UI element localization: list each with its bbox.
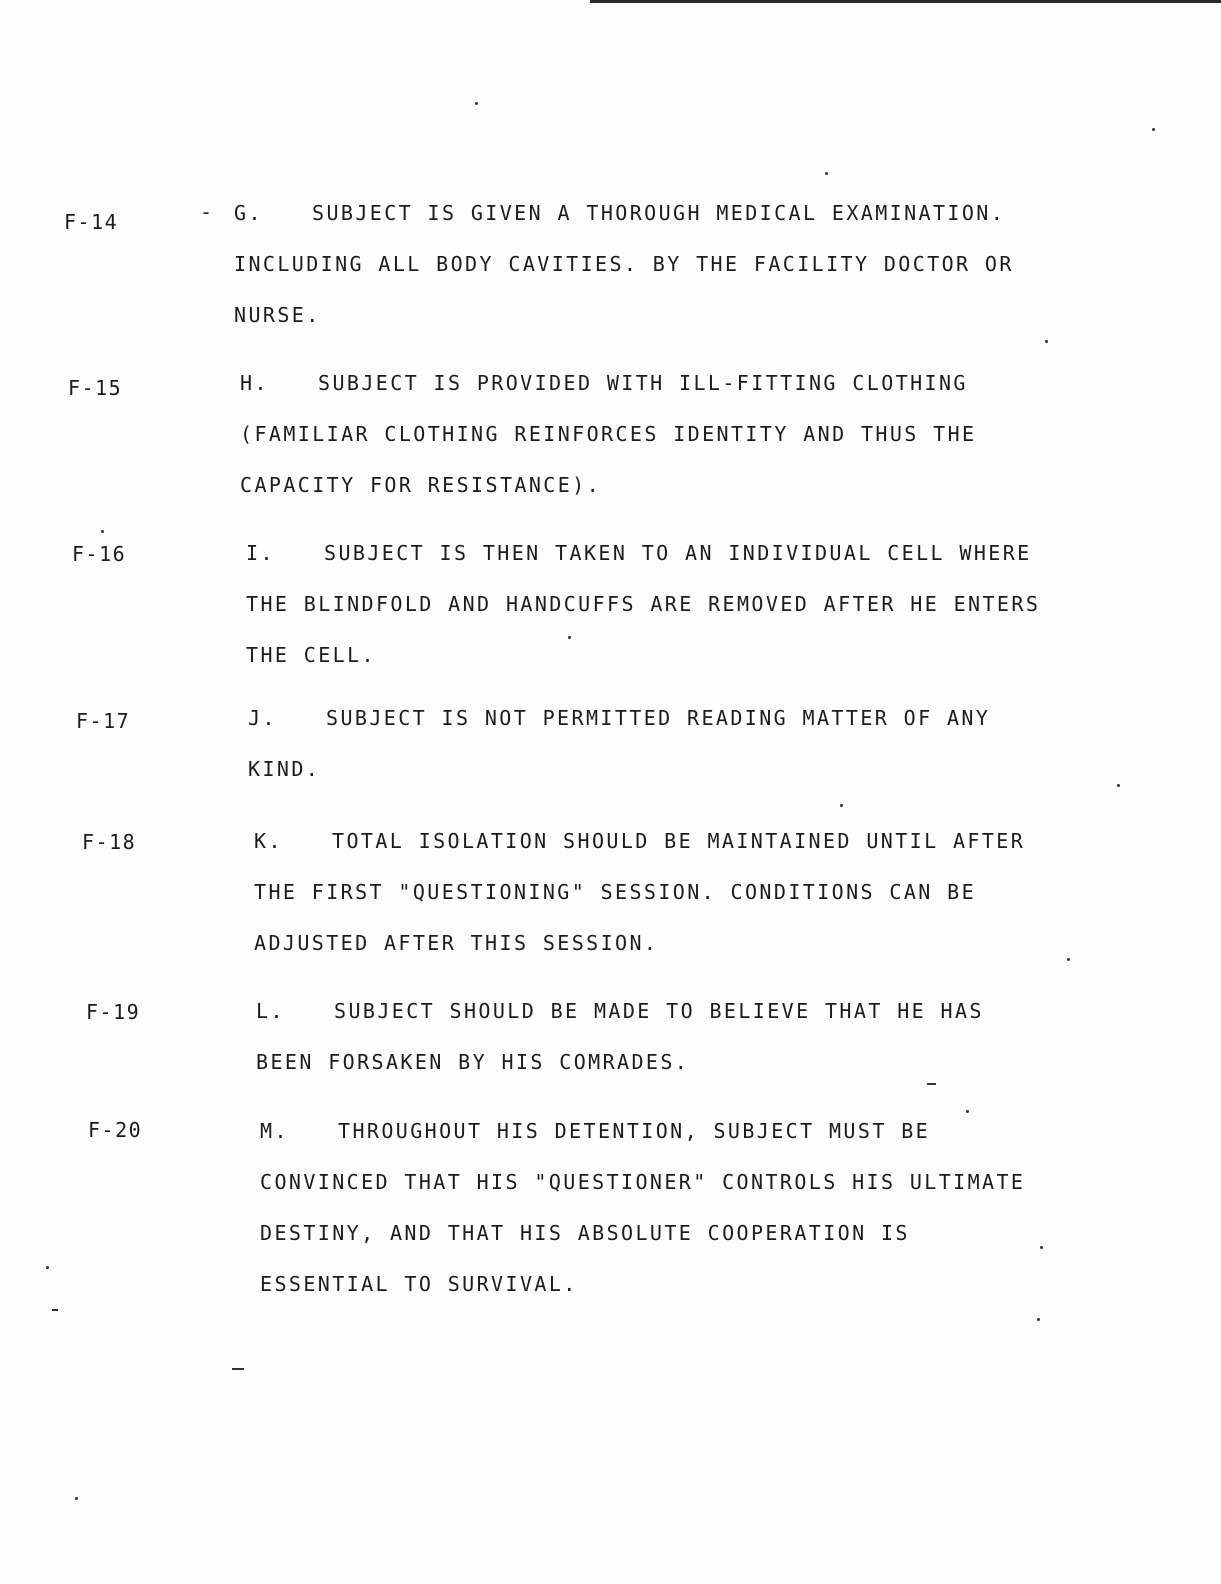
entry-code: F-16 — [72, 542, 127, 566]
scan-speck — [966, 1110, 969, 1113]
entry-code: F-15 — [68, 376, 123, 400]
scan-speck — [1037, 1318, 1040, 1321]
scan-speck — [475, 102, 478, 105]
entry-letter: M. — [260, 1119, 289, 1143]
entry-text: THROUGHOUT HIS DETENTION, SUBJECT MUST BE CONVINCED THAT HIS "QUESTIONER" CONTROLS HIS ULTIMATE DESTINY, AND THAT HIS ABSOLUTE COOPERATION IS ESSENTIAL TO SURVIVAL. — [260, 1119, 1026, 1296]
margin-dash: - — [200, 200, 213, 224]
entry-text: SUBJECT IS THEN TAKEN TO AN INDIVIDUAL CELL WHERE THE BLINDFOLD AND HANDCUFFS ARE REMOVED AFTER HE ENTERS THE CELL. — [246, 541, 1041, 667]
entry-code: F-20 — [88, 1118, 143, 1142]
entry-text: TOTAL ISOLATION SHOULD BE MAINTAINED UNTIL AFTER THE FIRST "QUESTIONING" SESSION. CONDITIONS CAN BE ADJUSTED AFTER THIS SESSION. — [254, 829, 1026, 955]
scan-mark — [232, 1368, 244, 1370]
entry-letter: K. — [254, 829, 283, 853]
entry-code: F-14 — [64, 210, 119, 234]
entry-letter: L. — [256, 999, 285, 1023]
scan-speck — [1045, 340, 1048, 343]
scan-edge — [590, 0, 1221, 3]
entry-code: F-18 — [82, 830, 137, 854]
entry-paragraph — [234, 188, 1034, 341]
scan-speck — [1040, 1246, 1043, 1249]
entry-paragraph — [254, 816, 1054, 969]
entry-paragraph — [260, 1106, 1050, 1310]
scan-speck — [825, 172, 828, 175]
scan-speck — [568, 636, 571, 639]
entry-paragraph — [256, 986, 1016, 1088]
entry-letter: H. — [240, 371, 269, 395]
scan-speck — [1117, 784, 1120, 787]
entry-text: SUBJECT IS NOT PERMITTED READING MATTER OF ANY KIND. — [248, 706, 991, 781]
entry-text: SUBJECT IS PROVIDED WITH ILL-FITTING CLOTHING (FAMILIAR CLOTHING REINFORCES IDENTITY AND THUS THE CAPACITY FOR RESISTANCE). — [240, 371, 977, 497]
entry-paragraph — [240, 358, 1040, 511]
entry-paragraph — [246, 528, 1046, 681]
entry-letter: I. — [246, 541, 275, 565]
scan-speck — [1067, 958, 1070, 961]
entry-letter: J. — [248, 706, 277, 730]
scan-mark — [52, 1309, 58, 1311]
entry-code: F-17 — [76, 709, 131, 733]
scan-speck — [75, 1497, 78, 1500]
scan-speck — [840, 804, 843, 807]
scan-speck — [101, 530, 104, 533]
scan-speck — [1152, 128, 1155, 131]
scan-mark — [927, 1083, 936, 1085]
entry-text: SUBJECT SHOULD BE MADE TO BELIEVE THAT HE HAS BEEN FORSAKEN BY HIS COMRADES. — [256, 999, 984, 1074]
entry-paragraph — [248, 693, 1048, 795]
scan-speck — [46, 1266, 49, 1269]
entry-code: F-19 — [86, 1000, 141, 1024]
entry-text: SUBJECT IS GIVEN A THOROUGH MEDICAL EXAMINATION. INCLUDING ALL BODY CAVITIES. BY THE FACILITY DOCTOR OR NURSE. — [234, 201, 1014, 327]
entry-letter: G. — [234, 201, 263, 225]
